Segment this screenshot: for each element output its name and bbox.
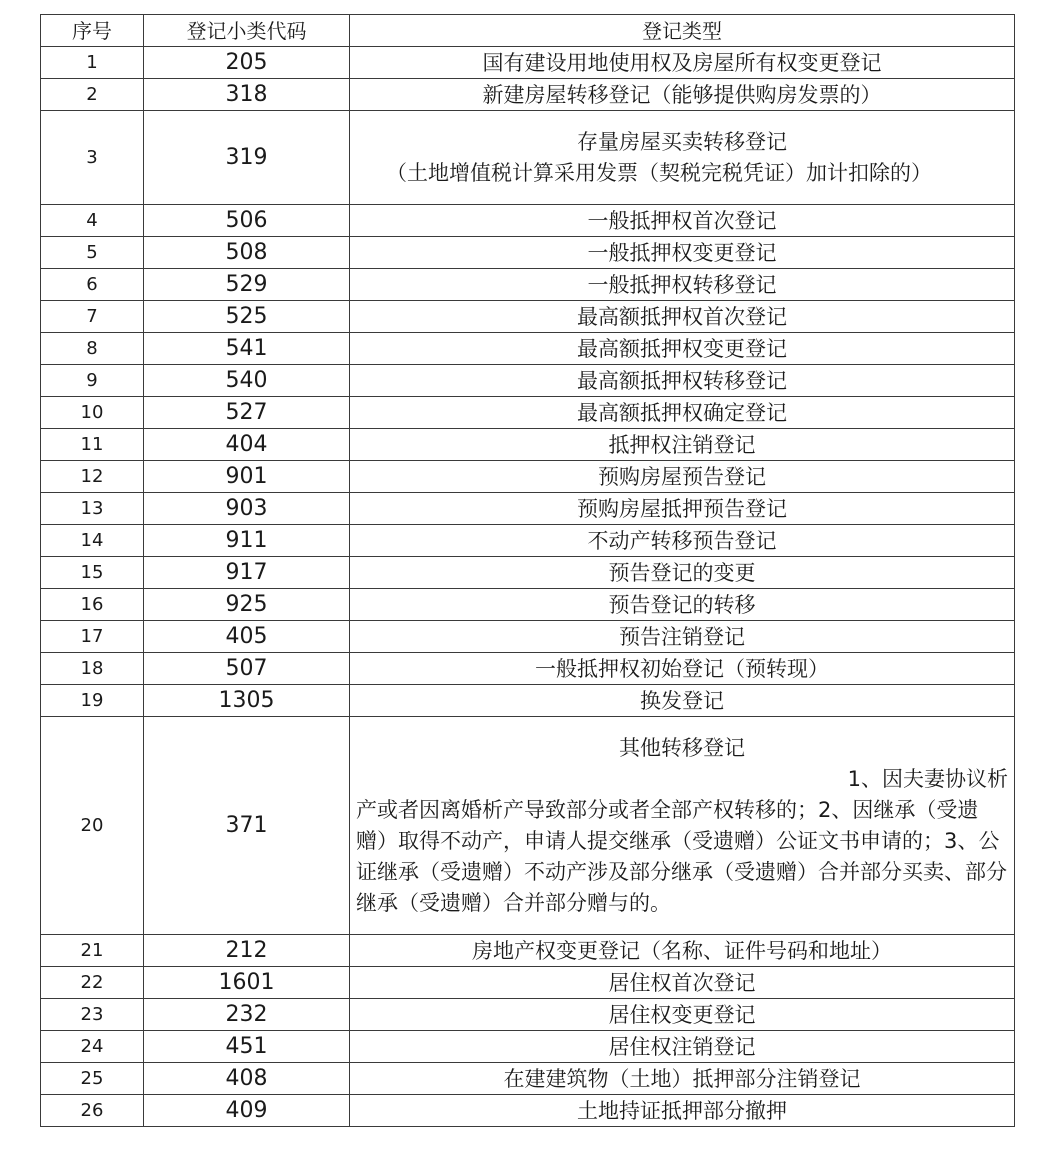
row-type: 土地持证抵押部分撤押: [350, 1095, 1015, 1127]
row-seq: 15: [41, 557, 144, 589]
row-seq: 10: [41, 397, 144, 429]
table-row: [41, 1031, 1015, 1063]
row-code: 527: [144, 397, 350, 429]
table-row: [41, 269, 1015, 301]
row-seq: 11: [41, 429, 144, 461]
row-code: 405: [144, 621, 350, 653]
row-type: 换发登记: [350, 685, 1015, 717]
header-type: 登记类型: [350, 15, 1015, 47]
table-row: [41, 525, 1015, 557]
row-type: 预告登记的转移: [350, 589, 1015, 621]
row-type: 预购房屋抵押预告登记: [350, 493, 1015, 525]
row-seq: 24: [41, 1031, 144, 1063]
row-code: 541: [144, 333, 350, 365]
row-seq: 6: [41, 269, 144, 301]
table-row: [41, 205, 1015, 237]
row-type: 一般抵押权变更登记: [350, 237, 1015, 269]
table-row: [41, 237, 1015, 269]
row-type: 不动产转移预告登记: [350, 525, 1015, 557]
row-seq: 16: [41, 589, 144, 621]
row-code: 903: [144, 493, 350, 525]
table-row: [41, 999, 1015, 1031]
row-seq: 23: [41, 999, 144, 1031]
registration-type-table: [40, 14, 1015, 1127]
table-row: [41, 429, 1015, 461]
row-type: 最高额抵押权首次登记: [350, 301, 1015, 333]
row-seq: 17: [41, 621, 144, 653]
table-row: [41, 79, 1015, 111]
row-type: 抵押权注销登记: [350, 429, 1015, 461]
row-type: 房地产权变更登记（名称、证件号码和地址）: [350, 935, 1015, 967]
row-code: 232: [144, 999, 350, 1031]
row-code: 404: [144, 429, 350, 461]
row-seq: 22: [41, 967, 144, 999]
row-code: 901: [144, 461, 350, 493]
row-seq: 13: [41, 493, 144, 525]
row-seq: 20: [41, 717, 144, 935]
row-type: 居住权首次登记: [350, 967, 1015, 999]
row-type-detail: 产或者因离婚析产导致部分或者全部产权转移的；2、因继承（受遗赠）取得不动产，申请人提交继承（受遗赠）公证文书申请的；3、公证继承（受遗赠）不动产涉及部分继承（受遗赠）合并部分买卖、部分继承（受遗赠）合并部分赠与的。: [356, 797, 1007, 915]
header-seq: 序号: [41, 15, 144, 47]
row-seq: 9: [41, 365, 144, 397]
row-type: 在建建筑物（土地）抵押部分注销登记: [350, 1063, 1015, 1095]
table-row: [41, 1095, 1015, 1127]
row-type: 新建房屋转移登记（能够提供购房发票的）: [350, 79, 1015, 111]
row-code: 451: [144, 1031, 350, 1063]
row-code: 540: [144, 365, 350, 397]
row-code: 319: [144, 111, 350, 205]
row-code: 917: [144, 557, 350, 589]
table-row: [41, 333, 1015, 365]
row-type: 居住权注销登记: [350, 1031, 1015, 1063]
row-type-lead: 1、因夫妻协议析: [847, 766, 1008, 791]
row-type: 预告登记的变更: [350, 557, 1015, 589]
row-code: 911: [144, 525, 350, 557]
row-code: 408: [144, 1063, 350, 1095]
table-row: [41, 493, 1015, 525]
row-code: 212: [144, 935, 350, 967]
row-seq: 4: [41, 205, 144, 237]
table-row: [41, 461, 1015, 493]
table-row: [41, 653, 1015, 685]
row-seq: 2: [41, 79, 144, 111]
row-type-title: 其他转移登记: [619, 735, 745, 760]
row-code: 371: [144, 717, 350, 935]
row-seq: 26: [41, 1095, 144, 1127]
table-row: [41, 935, 1015, 967]
table-row: [41, 557, 1015, 589]
table-row: [41, 47, 1015, 79]
row-type-title: 存量房屋买卖转移登记: [577, 129, 787, 154]
row-type: 居住权变更登记: [350, 999, 1015, 1031]
row-seq: 18: [41, 653, 144, 685]
row-type: 国有建设用地使用权及房屋所有权变更登记: [350, 47, 1015, 79]
row-code: 525: [144, 301, 350, 333]
row-type: 最高额抵押权转移登记: [350, 365, 1015, 397]
row-type: 预购房屋预告登记: [350, 461, 1015, 493]
row-seq: 5: [41, 237, 144, 269]
table-row: [41, 1063, 1015, 1095]
row-code: 318: [144, 79, 350, 111]
row-type: 最高额抵押权变更登记: [350, 333, 1015, 365]
header-row: [41, 15, 1015, 47]
row-seq: 8: [41, 333, 144, 365]
header-code: 登记小类代码: [144, 15, 350, 47]
row-code: 508: [144, 237, 350, 269]
row-type-detail: （土地增值税计算采用发票（契税完税凭证）加计扣除的）: [386, 160, 932, 185]
table-row: [41, 397, 1015, 429]
row-seq: 12: [41, 461, 144, 493]
row-seq: 21: [41, 935, 144, 967]
row-code: 925: [144, 589, 350, 621]
row-type: [350, 111, 1015, 205]
row-type: 一般抵押权首次登记: [350, 205, 1015, 237]
row-type: 预告注销登记: [350, 621, 1015, 653]
table-row: [41, 589, 1015, 621]
table-row: [41, 685, 1015, 717]
table-row: [41, 111, 1015, 205]
row-code: 409: [144, 1095, 350, 1127]
table-row: [41, 365, 1015, 397]
row-seq: 7: [41, 301, 144, 333]
row-seq: 3: [41, 111, 144, 205]
row-type: 一般抵押权转移登记: [350, 269, 1015, 301]
row-type: 一般抵押权初始登记（预转现）: [350, 653, 1015, 685]
row-code: 507: [144, 653, 350, 685]
row-type: 最高额抵押权确定登记: [350, 397, 1015, 429]
row-seq: 14: [41, 525, 144, 557]
table-row: [41, 717, 1015, 935]
row-code: 205: [144, 47, 350, 79]
table-row: [41, 301, 1015, 333]
row-code: 529: [144, 269, 350, 301]
row-code: 1305: [144, 685, 350, 717]
row-type: [350, 717, 1015, 935]
row-code: 1601: [144, 967, 350, 999]
row-seq: 19: [41, 685, 144, 717]
table-row: [41, 621, 1015, 653]
row-code: 506: [144, 205, 350, 237]
table-row: [41, 967, 1015, 999]
row-seq: 1: [41, 47, 144, 79]
row-seq: 25: [41, 1063, 144, 1095]
